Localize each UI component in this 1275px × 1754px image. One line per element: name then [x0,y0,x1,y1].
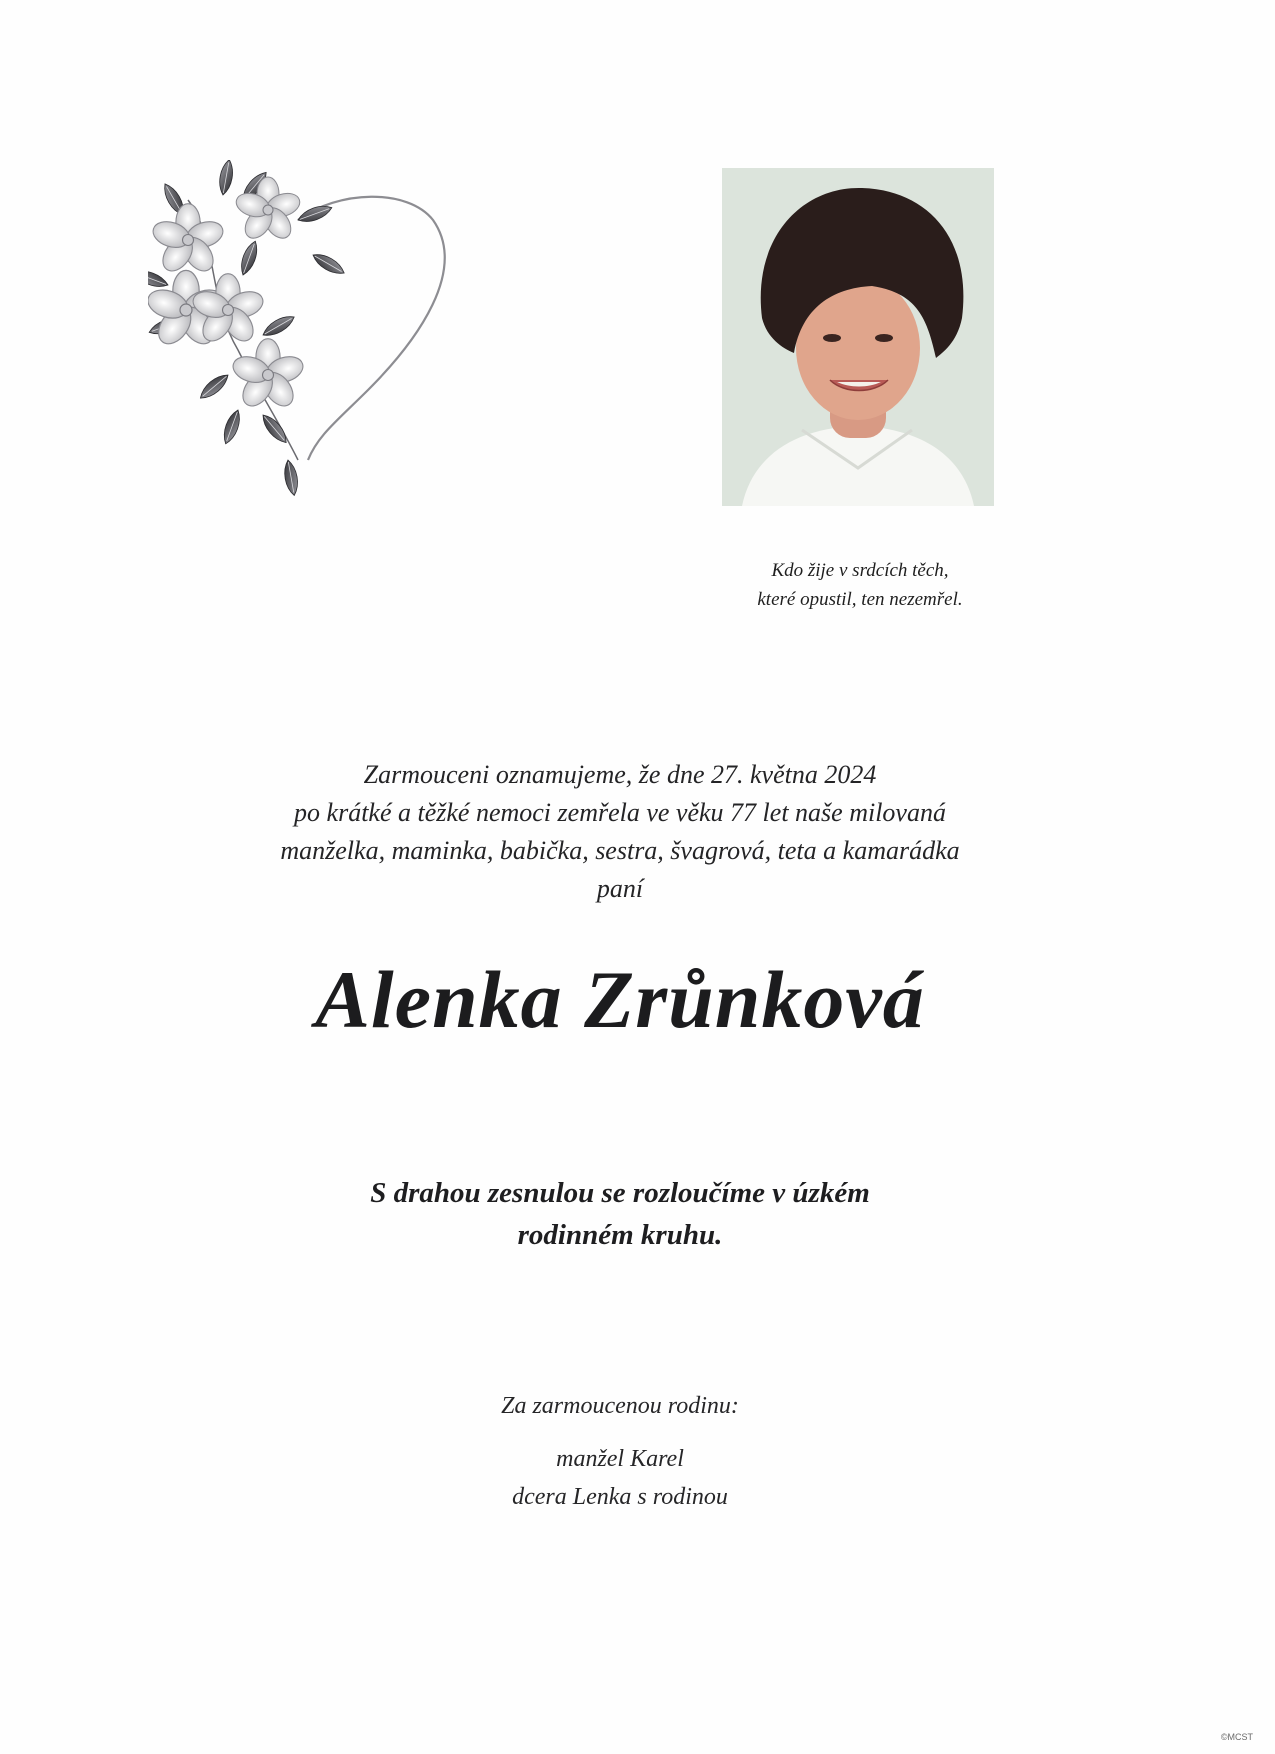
memorial-motto [700,556,1020,614]
family-heading: Za zarmoucenou rodinu: [501,1393,739,1419]
family-members [300,1440,940,1516]
deceased-name: Alenka Zrůnková [315,954,925,1045]
farewell-line: S drahou zesnulou se rozloučíme v úzkém [370,1177,870,1209]
portrait-photo [722,168,994,506]
announcement-line: paní [596,874,644,903]
copyright-mark: ©MCST [1220,1732,1253,1742]
floral-heart-ornament-icon [148,160,498,520]
death-announcement [150,756,1090,908]
announcement-line: Zarmouceni oznamujeme, že dne 27. května 2024 [363,760,877,789]
family-member: manžel Karel [556,1446,684,1472]
announcement-line: po krátké a těžké nemoci zemřela ve věku 77 let naše milovaná [294,798,946,827]
family-member: dcera Lenka s rodinou [512,1484,728,1510]
motto-line: které opustil, ten nezemřel. [757,589,963,610]
farewell-line: rodinném kruhu. [517,1219,723,1251]
motto-line: Kdo žije v srdcích těch, [771,560,949,581]
farewell-notice [150,1172,1090,1256]
announcement-line: manželka, maminka, babička, sestra, švagrová, teta a kamarádka [280,836,960,865]
